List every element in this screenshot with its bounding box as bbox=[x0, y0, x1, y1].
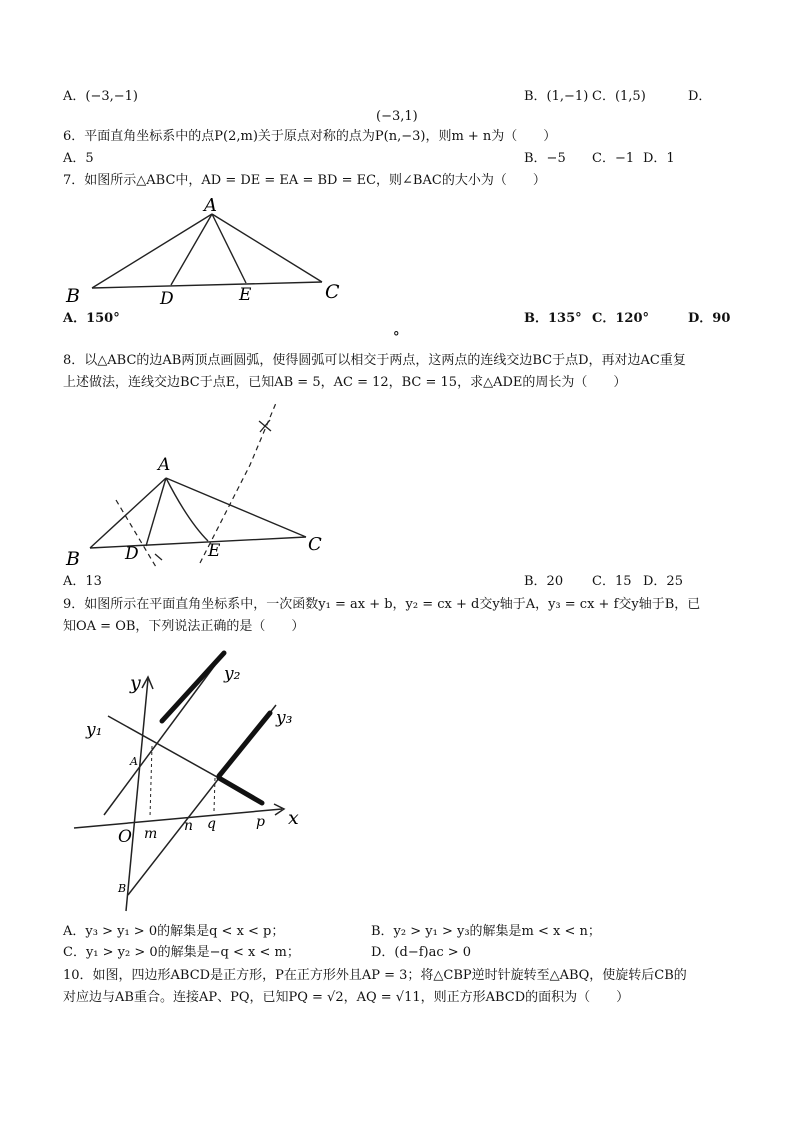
q8-arc-mark-lower bbox=[155, 554, 162, 560]
q9-stem-line1: 9．如图所示在平面直角坐标系中，一次函数y₁ = ax + b，y₂ = cx + d交y轴于A，y₃ = cx + f交y轴于B，已 bbox=[63, 597, 701, 612]
q7-option-d-continued: ° bbox=[393, 330, 400, 345]
q9-line-y2 bbox=[104, 653, 224, 815]
q9-label-y1: y₁ bbox=[86, 720, 103, 740]
q9-coordinate-figure bbox=[70, 643, 310, 915]
q7-label-e: E bbox=[239, 285, 252, 305]
q8-stem-line2: 上述做法，连线交边BC于点E，已知AB = 5，AC = 12，BC = 15，求△ADE的周长为（ ） bbox=[63, 375, 627, 390]
q9-label-m: m bbox=[144, 826, 158, 842]
q8-option-c: C．15 bbox=[592, 574, 632, 589]
q5-option-a: A．(−3,−1) bbox=[63, 89, 138, 104]
q9-bold-segment-y2 bbox=[162, 653, 224, 721]
q9-option-d: D．(d−f)ac > 0 bbox=[371, 945, 472, 960]
q7-option-a: A．150° bbox=[63, 311, 120, 326]
q7-option-b: B．135° bbox=[524, 311, 582, 326]
q8-option-b: B．20 bbox=[524, 574, 564, 589]
q9-x-axis bbox=[74, 809, 282, 828]
q9-stem-line2: 知OA = OB，下列说法正确的是（ ） bbox=[63, 619, 305, 634]
q8-label-d: D bbox=[125, 544, 139, 564]
q8-option-a: A．13 bbox=[63, 574, 102, 589]
q8-side-bc bbox=[90, 537, 306, 548]
q6-option-a: A．5 bbox=[63, 151, 94, 166]
q7-label-a: A bbox=[204, 195, 217, 216]
q9-label-q: q bbox=[207, 816, 216, 832]
q9-label-x-axis: x bbox=[288, 807, 299, 829]
q9-label-y-axis: y bbox=[130, 672, 141, 694]
q7-segment-ad bbox=[171, 214, 212, 285]
q9-option-c: C．y₁ > y₂ > 0的解集是−q < x < m； bbox=[63, 945, 300, 960]
q7-stem: 7．如图所示△ABC中，AD = DE = EA = BD = EC，则∠BAC的大小为（ ） bbox=[63, 173, 546, 188]
q9-label-y2: y₂ bbox=[224, 664, 241, 684]
q9-dashed-drop-m bbox=[150, 746, 152, 817]
q9-label-o: O bbox=[118, 827, 132, 847]
q7-side-ab bbox=[92, 214, 212, 288]
q5-option-c: C．(1,5) bbox=[592, 89, 646, 104]
q9-label-p: p bbox=[256, 814, 265, 830]
q9-option-b: B．y₂ > y₁ > y₃的解集是m < x < n； bbox=[371, 924, 601, 939]
q7-label-c: C bbox=[325, 281, 340, 303]
q5-option-d-value: (−3,1) bbox=[376, 109, 418, 124]
q9-bold-segment-y1 bbox=[219, 778, 262, 803]
q8-side-ac bbox=[166, 478, 306, 537]
q6-option-b: B．−5 bbox=[524, 151, 566, 166]
q7-label-b: B bbox=[66, 285, 80, 307]
q8-label-b: B bbox=[66, 548, 80, 570]
q6-option-c: C．−1 bbox=[592, 151, 635, 166]
q8-stem-line1: 8．以△ABC的边AB两顶点画圆弧，使得圆弧可以相交于两点，这两点的连线交边BC于点D，再对边AC重复 bbox=[63, 353, 686, 368]
q7-triangle-figure bbox=[60, 193, 350, 308]
q8-label-e: E bbox=[208, 541, 221, 561]
q7-option-c: C．120° bbox=[592, 311, 649, 326]
q6-option-d: D．1 bbox=[643, 151, 675, 166]
q7-side-bc bbox=[92, 282, 322, 288]
q5-option-d-label: D． bbox=[688, 89, 712, 104]
q9-bold-segment-y3 bbox=[219, 713, 270, 776]
q8-segment-ad bbox=[146, 478, 166, 546]
q9-label-y3: y₃ bbox=[276, 708, 293, 728]
q5-option-b: B．(1,−1) bbox=[524, 89, 589, 104]
q9-label-a: A bbox=[130, 755, 138, 768]
q6-stem: 6．平面直角坐标系中的点P(2,m)关于原点对称的点为P(n,−3)，则m + n为（ ） bbox=[63, 129, 557, 144]
q7-label-d: D bbox=[160, 289, 174, 308]
q9-label-b: B bbox=[118, 882, 127, 895]
q7-option-d: D．90 bbox=[688, 311, 731, 326]
q10-stem-line2: 对应边与AB重合。连接AP、PQ，已知PQ = √2，AQ = √11，则正方形ABCD的面积为（ ） bbox=[63, 990, 630, 1005]
q8-construction-figure bbox=[60, 393, 330, 570]
q9-label-n: n bbox=[184, 818, 194, 834]
q9-y-axis bbox=[126, 679, 148, 911]
q10-stem-line1: 10．如图，四边形ABCD是正方形，P在正方形外且AP = 3；将△CBP逆时针旋转至△ABQ，使旋转后CB的 bbox=[63, 968, 687, 983]
q8-option-d: D．25 bbox=[643, 574, 683, 589]
q8-side-ab bbox=[90, 478, 166, 548]
q9-option-a: A．y₃ > y₁ > 0的解集是q < x < p； bbox=[63, 924, 285, 939]
q8-label-c: C bbox=[308, 534, 322, 555]
q8-label-a: A bbox=[158, 455, 171, 475]
